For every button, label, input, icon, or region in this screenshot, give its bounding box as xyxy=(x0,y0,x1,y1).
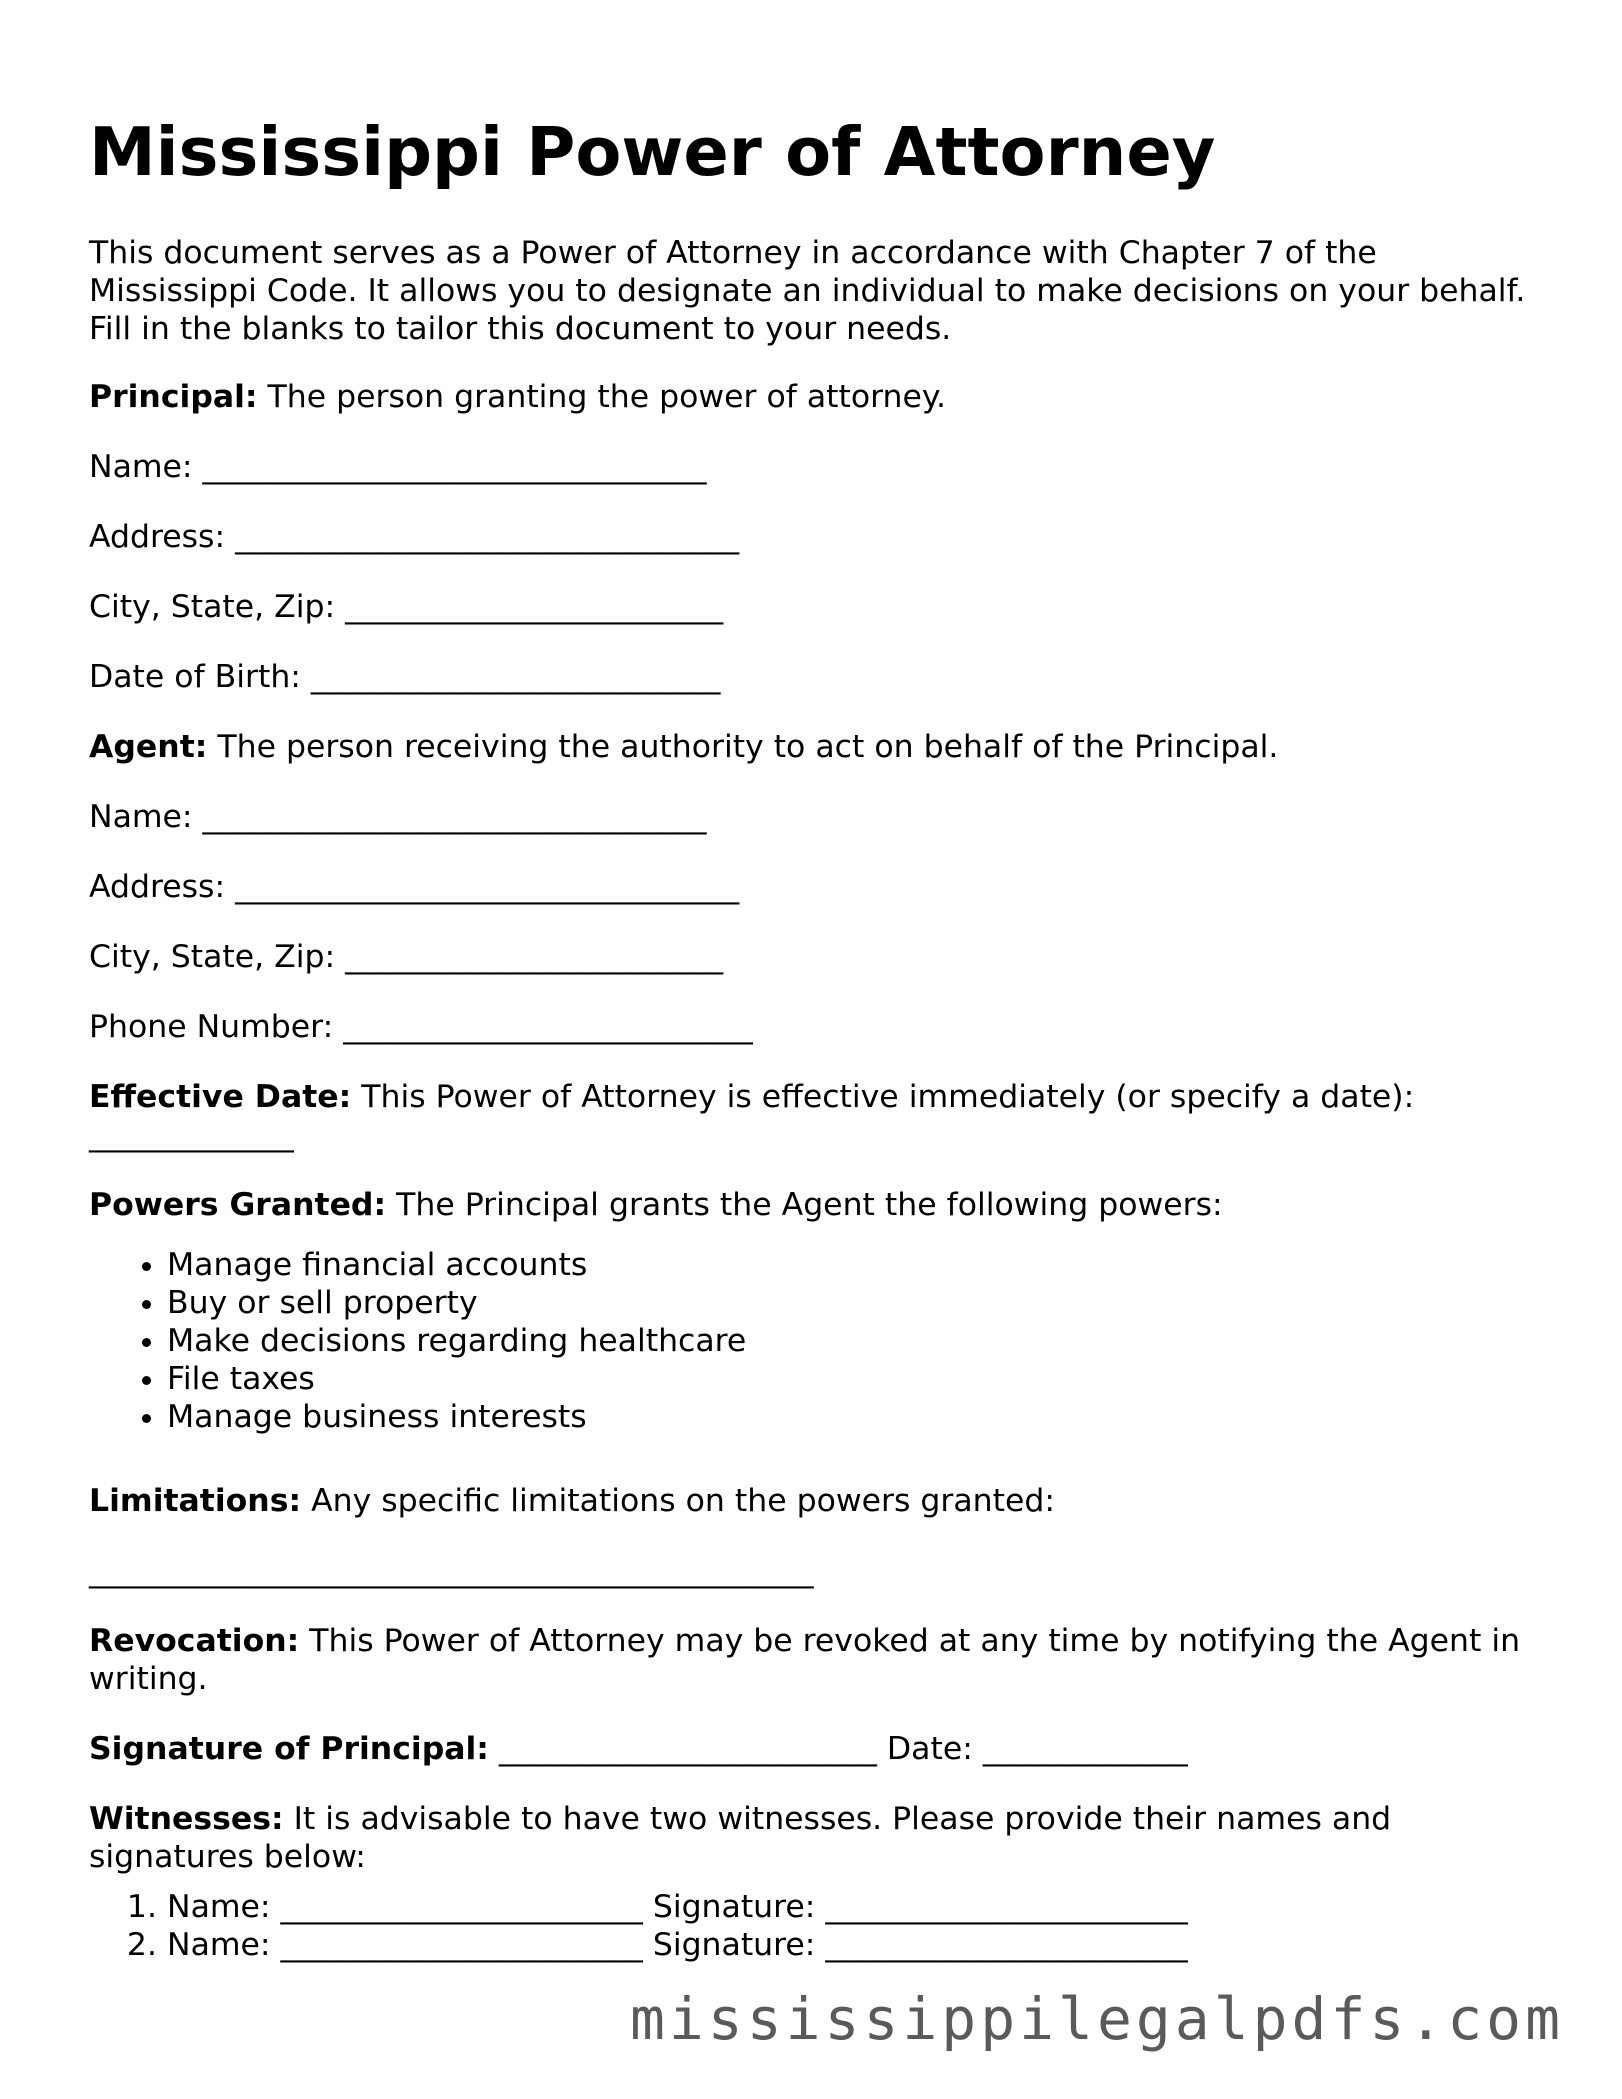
principal-city-state-zip-field[interactable]: City, State, Zip: ________________________ xyxy=(89,589,724,625)
effective-date-heading xyxy=(89,1078,1414,1116)
agent-phone-field[interactable]: Phone Number: __________________________ xyxy=(89,1009,753,1045)
intro-paragraph: This document serves as a Power of Attorney in accordance with Chapter 7 of the Mississippi Code. It allows you to designate an individual to make decisions on your behalf. Fill in the blanks to tailor this document to your needs. xyxy=(89,235,1526,347)
agent-label: Agent: xyxy=(89,729,208,765)
witnesses-label: Witnesses: xyxy=(89,1801,284,1837)
agent-city-state-zip-field[interactable]: City, State, Zip: ________________________ xyxy=(89,939,724,975)
effective-date-text: This Power of Attorney is effective immediately (or specify a date): xyxy=(351,1079,1415,1115)
principal-dob-field[interactable]: Date of Birth: __________________________ xyxy=(89,659,721,695)
agent-name-field[interactable]: Name: ________________________________ xyxy=(89,799,707,835)
effective-date-label: Effective Date: xyxy=(89,1079,352,1115)
powers-heading xyxy=(89,1186,1223,1224)
effective-date-field[interactable]: _____________ xyxy=(89,1117,294,1153)
limitations-text: Any specific limitations on the powers granted: xyxy=(301,1483,1055,1519)
revocation-paragraph xyxy=(89,1622,1529,1698)
revocation-label: Revocation: xyxy=(89,1623,300,1659)
agent-description: The person receiving the authority to act on behalf of the Principal. xyxy=(207,729,1279,765)
principal-label: Principal: xyxy=(89,379,258,415)
powers-label: Powers Granted: xyxy=(89,1187,387,1223)
limitations-field[interactable]: ______________________________________________ xyxy=(89,1553,814,1589)
witnesses-list xyxy=(89,1888,1188,1964)
watermark-text: mississippilegalpdfs.com xyxy=(629,1985,1564,2053)
witness-row[interactable]: 2. Name: _______________________ Signature: _______________________ xyxy=(167,1926,1188,1964)
witnesses-paragraph xyxy=(89,1800,1529,1876)
list-item: • Manage financial accounts xyxy=(167,1246,746,1284)
principal-description: The person granting the power of attorney. xyxy=(257,379,947,415)
revocation-text: This Power of Attorney may be revoked at any time by notifying the Agent in writing. xyxy=(89,1623,1521,1697)
witnesses-text: It is advisable to have two witnesses. Please provide their names and signatures below: xyxy=(89,1801,1392,1875)
principal-name-field[interactable]: Name: ________________________________ xyxy=(89,449,707,485)
agent-heading xyxy=(89,728,1278,766)
principal-address-field[interactable]: Address: ________________________________ xyxy=(89,519,740,555)
limitations-heading xyxy=(89,1482,1055,1520)
principal-heading xyxy=(89,378,946,416)
limitations-label: Limitations: xyxy=(89,1483,302,1519)
list-item: • Make decisions regarding healthcare xyxy=(167,1322,746,1360)
witness-row[interactable]: 1. Name: _______________________ Signature: _______________________ xyxy=(167,1888,1188,1926)
agent-address-field[interactable]: Address: ________________________________ xyxy=(89,869,740,905)
signature-label: Signature of Principal: xyxy=(89,1731,489,1767)
powers-text: The Principal grants the Agent the following powers: xyxy=(386,1187,1223,1223)
list-item: • Manage business interests xyxy=(167,1398,746,1436)
powers-list xyxy=(89,1246,746,1436)
signature-blanks[interactable]: ________________________ Date: _____________ xyxy=(488,1731,1188,1767)
document-title: Mississippi Power of Attorney xyxy=(89,113,1216,191)
list-item: • Buy or sell property xyxy=(167,1284,746,1322)
list-item: • File taxes xyxy=(167,1360,746,1398)
principal-signature-line[interactable] xyxy=(89,1730,1188,1768)
